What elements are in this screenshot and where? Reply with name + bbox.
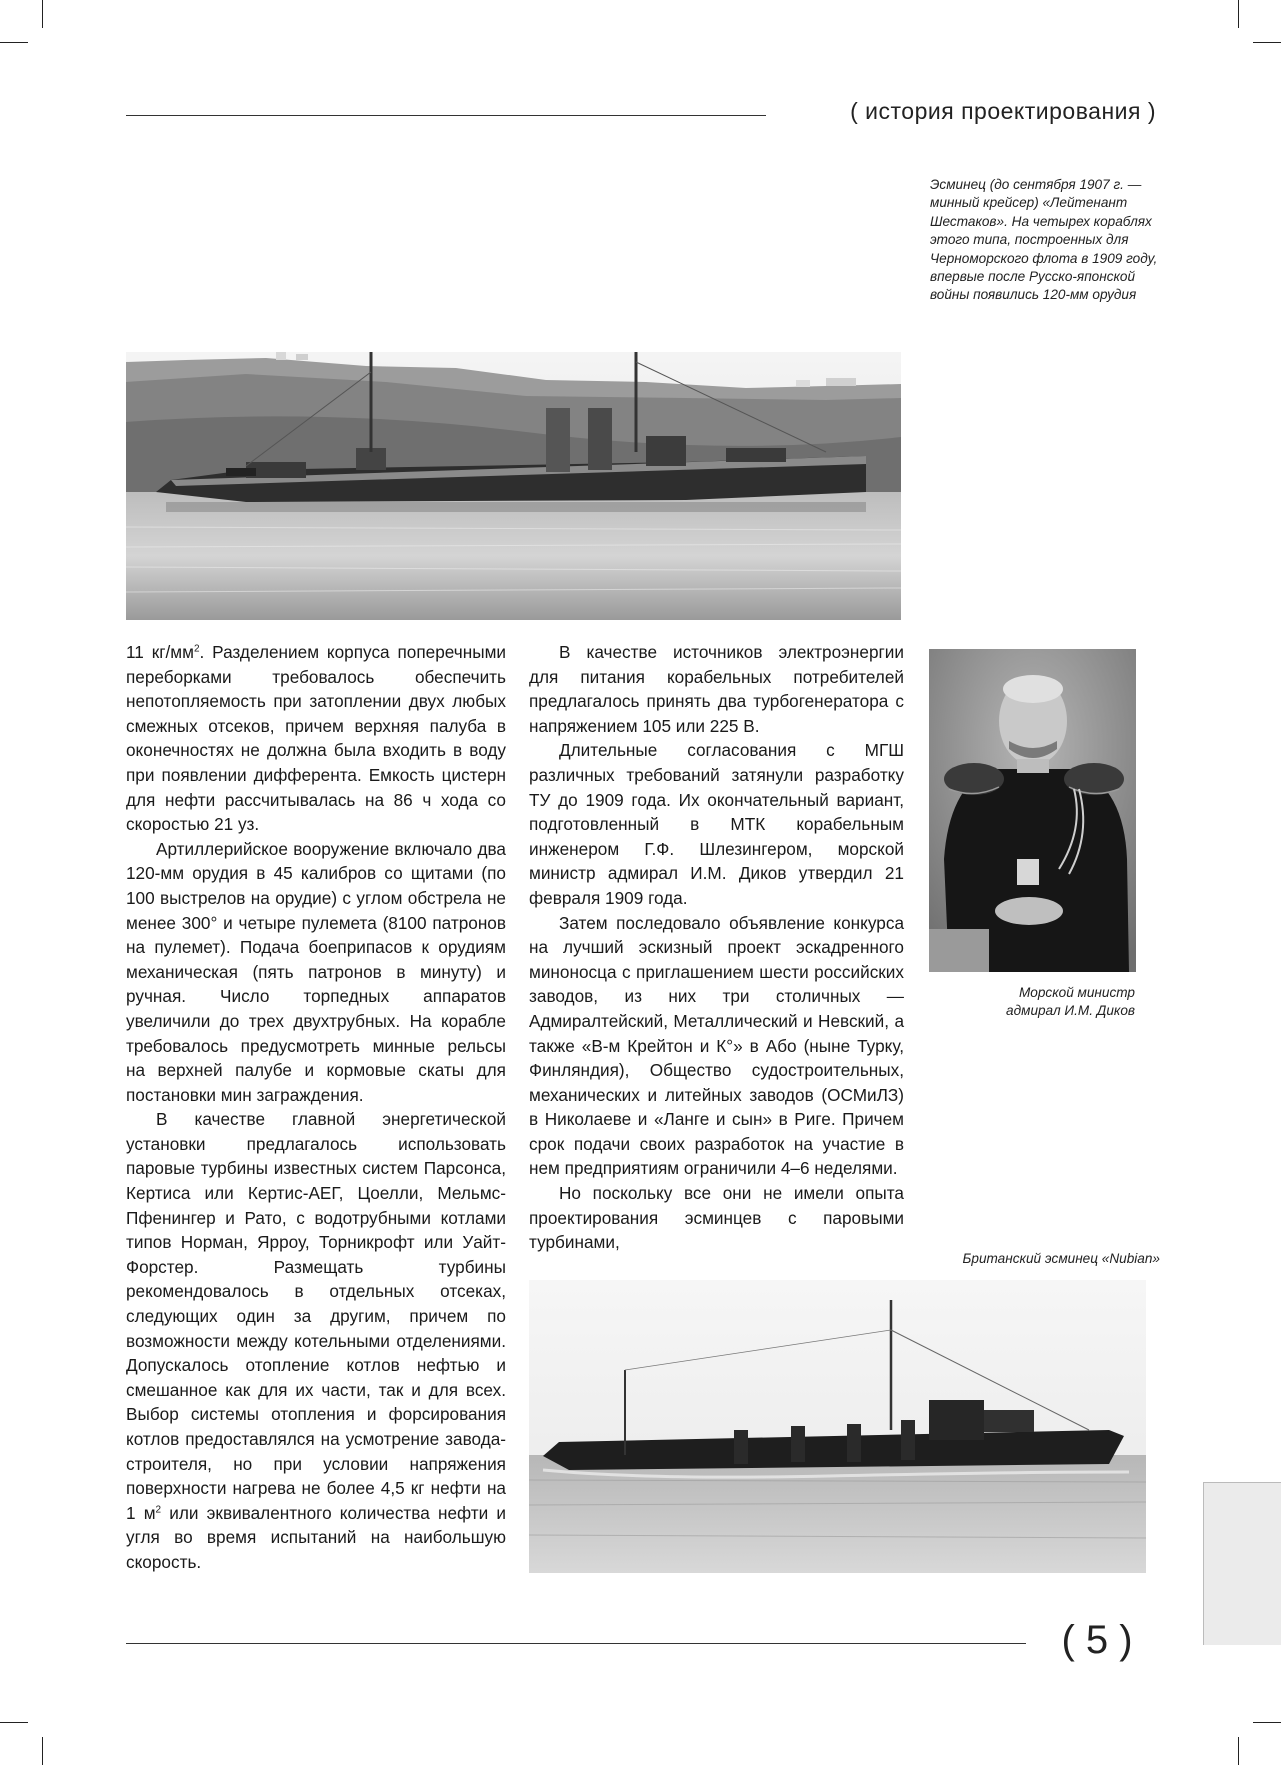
header-rule [126, 115, 766, 116]
paragraph: В качестве источников электроэнергии для питания корабельных потребителей предлагалось принять два турбогенератора с напряжением 105 или 225 В. [529, 642, 904, 736]
paragraph: Длительные согласования с МГШ различных требований затянули разработку ТУ до 1909 года. Их окончательный вариант, подготовленный в МТК корабельным инженером Г.Ф. Шлезингером, морской министр адмирал И.М. Диков утвердил 21 февраля 1909 года. [529, 740, 904, 908]
photo-admiral-dikov [929, 649, 1136, 972]
crop-mark [42, 1737, 43, 1765]
crop-mark [1238, 0, 1239, 28]
crop-mark [1253, 1722, 1281, 1723]
photo-destroyer-shestakov [126, 352, 901, 620]
text-column-left [126, 640, 506, 1575]
crop-mark [0, 42, 28, 43]
crop-mark [0, 1722, 28, 1723]
section-title: ( история проектирования ) [850, 98, 1156, 124]
paragraph: Но поскольку все они не имели опыта проектирования эсминцев с паровыми турбинами, [529, 1183, 904, 1253]
photo-caption-shestakov: Эсминец (до сентября 1907 г. — минный крейсер) «Лейтенант Шестаков». На четырех кораблях этого типа, построенных для Черноморского флота в 1909 году, впервые после Русско-японской войны появились 120-мм орудия [930, 177, 1158, 303]
page-number: ( 5 ) [1061, 1618, 1133, 1662]
side-tab [1203, 1482, 1281, 1645]
paragraph: Затем последовало объявление конкурса на лучший эскизный проект эскадренного миноносца с приглашением шести российских заводов, из них три столичных — Адмиралтейский, Металлический и Невский, а также «В-м Крейтон и К°» в Або (ныне Турку, Финляндия), Общество судостроительных, механических и литейных заводов (ОСМиЛЗ) в Николаеве и «Ланге и сын» в Риге. Причем срок подачи своих разработок на участие в нем предприятиям ограничили 4–6 неделями. [529, 912, 904, 1179]
photo-caption-nubian: Британский эсминец «Nubian» [962, 1251, 1160, 1266]
crop-mark [1253, 42, 1281, 43]
paragraph: В качестве главной энергетической установки предлагалось использовать паровые турбины известных систем Парсонса, Кертиса или Кертис-АЕГ, Цоелли, Мельмс-Пфенингер и Рато, с водотрубными котлами типов Норман, Ярроу, Торникрофт или Уайт-Форстер. Размещать турбины рекомендовалось в отдельных отсеках, следующих один за другим, причем по возможности между котельными отделениями. Допускалось отопление котлов нефтью и смешанное как для их части, так и для всех. Выбор системы отопления и форсирования котлов предоставлялся на усмотрение завода-строителя, но при условии напряжения поверхности нагрева не более 4,5 кг нефти на 1 $м^2$ или эквивалентного количества нефти и угля во время испытаний на наибольшую скорость. [126, 1109, 506, 1572]
footer-rule [126, 1643, 1026, 1644]
paragraph: Артиллерийское вооружение включало два 120-мм орудия в 45 калибров со щитами (по 100 выстрелов на орудие) с углом обстрела не менее 300° и четыре пулемета (8100 патронов на пулемет). Подача боеприпасов к орудиям механическая (пять патронов в минуту) и ручная. Число торпедных аппаратов увеличили до трех двухтрубных. На корабле требовалось предусмотреть минные рельсы на верхней палубе и кормовые скаты для постановки мин заграждения. [126, 838, 506, 1105]
photo-destroyer-nubian [529, 1280, 1146, 1573]
text-column-right [529, 640, 904, 1255]
paragraph: 11 $кг/мм^2$. Разделением корпуса поперечными переборками требовалось обеспечить непотопляемость при затоплении двух любых смежных отсеков, причем верхняя палуба в оконечностях не должна была входить в воду при появлении дифферента. Емкость цистерн для нефти рассчитывалась на 86 ч хода со скоростью 21 уз. [126, 642, 506, 835]
photo-caption-dikov: Морской министр адмирал И.М. Диков [1006, 985, 1135, 1019]
crop-mark [42, 0, 43, 28]
crop-mark [1238, 1737, 1239, 1765]
